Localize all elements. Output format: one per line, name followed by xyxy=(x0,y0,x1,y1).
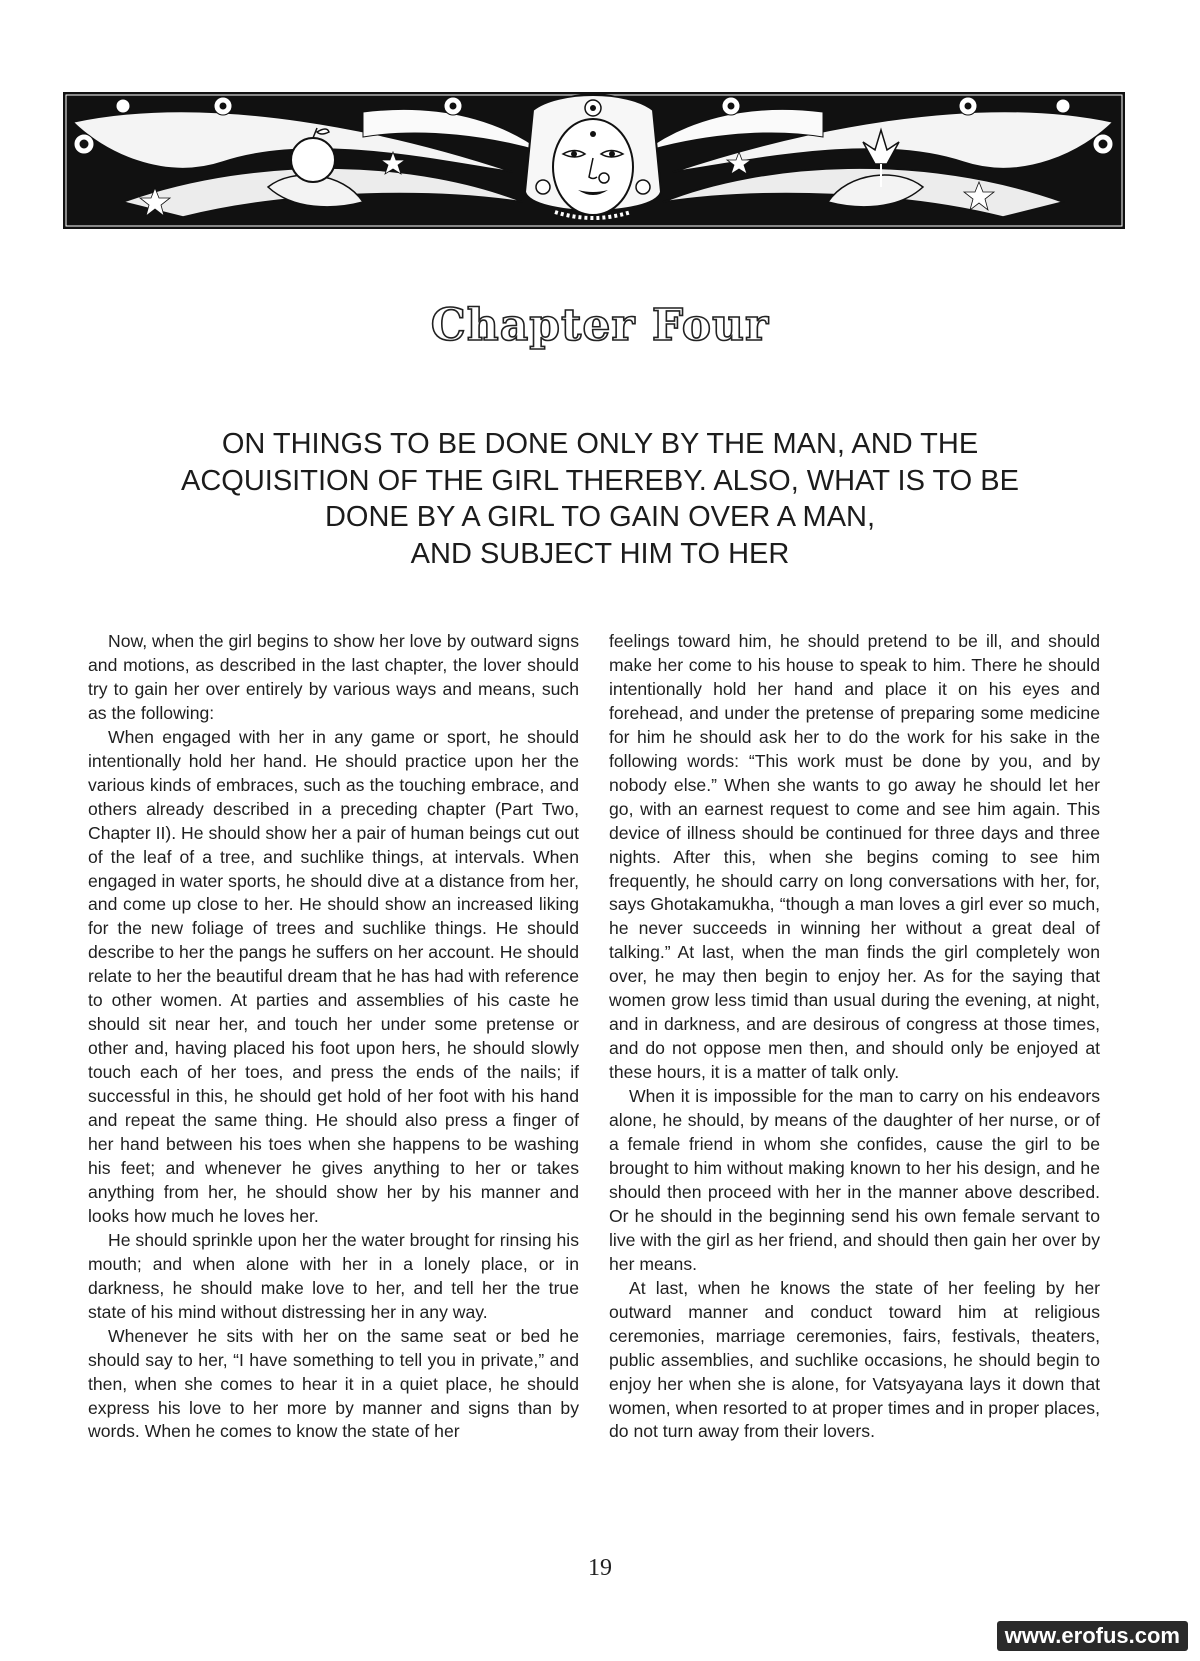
body-paragraph: Whenever he sits with her on the same seat or bed he should say to her, “I have something to tell you in private,” and then, when she comes to hear it in a quiet place, he should express his love to her more by manner and signs than by words. When he comes to know the state of her xyxy=(88,1325,579,1442)
body-paragraph: When it is impossible for the man to carry on his endeavors alone, he should, by means of the daughter of her nurse, or of a female friend in whom she confides, cause the girl to be brought to him without making known to her his design, and he should then proceed with her in the manner above described. Or he should in the beginning send his own female servant to live with the girl as her friend, and should then gain her over by her means. xyxy=(609,1086,1100,1274)
subtitle-line: ACQUISITION OF THE GIRL THEREBY. ALSO, WHAT IS TO BE xyxy=(181,464,1019,497)
body-paragraph: He should sprinkle upon her the water brought for rinsing his mouth; and when alone with her in a lonely place, or in darkness, he should make love to her, and tell her the true state of his mind without distressing her in any way. xyxy=(88,1229,579,1322)
page-number: 19 xyxy=(588,1555,612,1581)
body-paragraph: Now, when the girl begins to show her love by outward signs and motions, as described in the last chapter, the lover should try to gain her over entirely by various ways and means, such as the following: xyxy=(88,631,579,723)
body-paragraph: When engaged with her in any game or sport, he should intentionally hold her hand. He should practice upon her the various kinds of embraces, such as the touching embrace, and others already described in a preceding chapter (Part Two, Chapter II). He should show her a pair of human beings cut out of the leaf of a tree, and suchlike things, at intervals. When engaged in water sports, he should dive at a distance from her, and come up close to her. He should show an increased liking for the new foliage of trees and suchlike things. He should describe to her the pangs he suffers on her account. He should relate to her the beautiful dream that he has had with reference to other women. At parties and assemblies of his caste he should sit near her, and touch her under some pretense or other and, having placed his foot upon hers, he should slowly touch each of her toes, and press the ends of the nails; if successful in this, he should get hold of her foot with his hand and repeat the same thing. He should also press a finger of her hand between his toes when she happens to be washing his feet; and whenever he gives anything to her or takes anything from her, he should show her by his manner and looks how much he loves her. xyxy=(88,726,579,1226)
subtitle-line: DONE BY A GIRL TO GAIN OVER A MAN, xyxy=(324,501,876,533)
ornamental-banner-icon xyxy=(63,92,1125,229)
body-paragraph: feelings toward him, he should pretend to be ill, and should make her come to his house to speak to him. There he should intentionally hold her hand and place it on his eyes and forehead, and under the pretense of preparing some medicine for him he should ask her to do the work for his sake in the following words: “This work must be done by you, and by nobody else.” When she wants to go away he should let her go, with an earnest request to come and see him again. This device of illness should be continued for three days and three nights. After this, when she begins coming to see him frequently, he should carry on long conversations with her, for, says Ghotakamukha, “though a man loves a girl ever so much, he never succeeds in winning her without a great deal of talking.” At last, when the man finds the girl completely won over, he may then begin to enjoy her. As for the saying that women grow less timid than usual during the evening, at night, and in darkness, and are desirous of congress at those times, and do not oppose men then, and should only be enjoyed at these hours, it is a matter of talk only. xyxy=(609,631,1100,1083)
ornamental-banner xyxy=(63,92,1125,229)
chapter-subtitle xyxy=(100,426,1100,572)
text-column-left xyxy=(88,630,579,1444)
subtitle-line: AND SUBJECT HIM TO HER xyxy=(410,537,790,570)
chapter-title: Chapter Four xyxy=(430,300,770,351)
text-column-right xyxy=(609,630,1100,1444)
watermark: www.erofus.com xyxy=(997,1621,1188,1651)
subtitle-line: ON THINGS TO BE DONE ONLY BY THE MAN, AND THE xyxy=(221,428,979,460)
body-paragraph: At last, when he knows the state of her feeling by her outward manner and conduct toward him at religious ceremonies, marriage ceremonies, fairs, festivals, theaters, public assemblies, and suchlike occasions, he should begin to enjoy her when she is alone, for Vatsyayana lays it down that women, when resorted to at proper times and in proper places, do not turn away from their lovers. xyxy=(609,1277,1100,1442)
